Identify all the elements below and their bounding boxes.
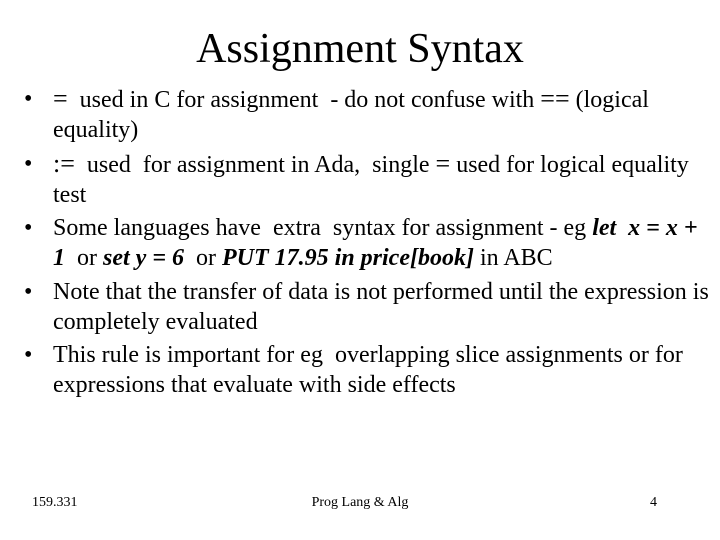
bullet-item xyxy=(20,149,710,210)
bullet-text: = xyxy=(435,148,451,178)
footer-course-code: 159.331 xyxy=(32,495,78,510)
slide-title: Assignment Syntax xyxy=(196,26,524,72)
bullet-dot: • xyxy=(24,342,33,368)
bullet-list xyxy=(20,84,715,404)
bullet-text: This rule is important for eg overlapping slice assignments or for expressions that evaluate with side effects xyxy=(53,342,689,398)
bullet-text: Note that the transfer of data is not performed until the expression is completely evaluated xyxy=(53,278,715,335)
bullet-item xyxy=(20,340,710,400)
bullet-item xyxy=(20,84,710,145)
bullet-text: or xyxy=(65,245,103,271)
bullet-text: := xyxy=(53,148,75,178)
bullet-text: == xyxy=(540,84,570,113)
bullet-text: in ABC xyxy=(473,245,553,271)
bullet-text: let x = x + 1 xyxy=(53,215,704,271)
bullet-dot: • xyxy=(24,150,33,177)
bullet-text: PUT 17.95 in price[book] xyxy=(222,245,474,271)
bullet-dot: • xyxy=(24,86,33,112)
bullet-text: set y = 6 xyxy=(103,245,184,271)
bullet-item xyxy=(20,213,710,273)
footer-course-name: Prog Lang & Alg xyxy=(311,495,409,510)
bullet-text: used in C for assignment - do not confuse with xyxy=(67,87,541,113)
bullet-text: used for assignment in Ada, single xyxy=(74,151,436,178)
bullet-text: Some languages have extra syntax for assignment - eg xyxy=(53,215,593,241)
bullet-text: or xyxy=(184,245,222,271)
bullet-text: used for logical equality test xyxy=(53,151,695,208)
bullet-item xyxy=(20,277,715,337)
bullet-text: = xyxy=(53,84,68,113)
bullet-text: (logical equality) xyxy=(53,87,655,143)
bullet-dot: • xyxy=(24,215,33,241)
footer-page-number: 4 xyxy=(650,495,657,510)
bullet-dot: • xyxy=(24,278,33,305)
